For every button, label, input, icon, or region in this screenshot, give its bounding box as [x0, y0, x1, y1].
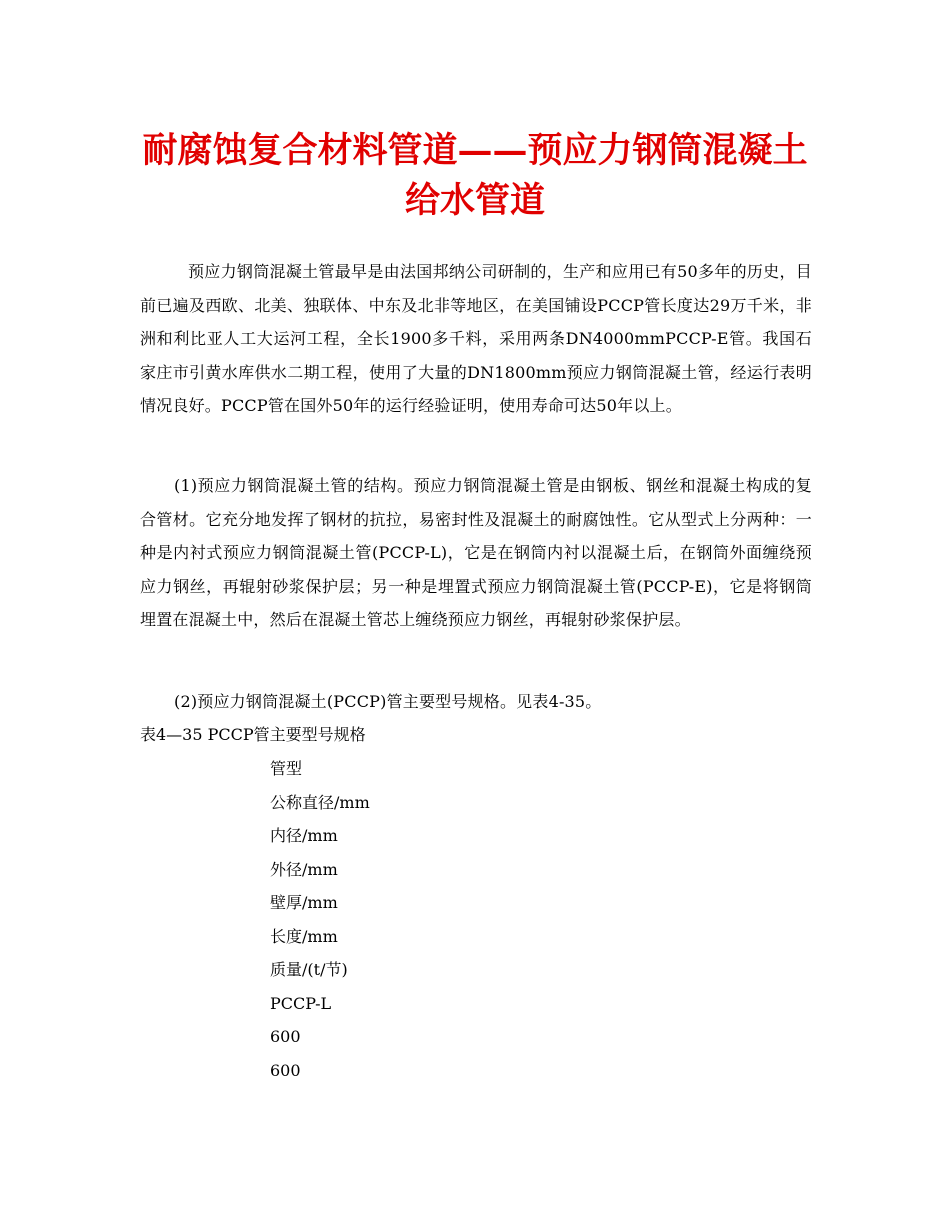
table-item: PCCP-L: [270, 993, 332, 1013]
title-line-1: 耐腐蚀复合材料管道——预应力钢筒混凝土: [142, 130, 808, 171]
title-line-2: 给水管道: [404, 180, 545, 221]
paragraph-structure: (1)预应力钢筒混凝土管的结构。预应力钢筒混凝土管是由钢板、钢丝和混凝土构成的复合管材。它充分地发挥了钢材的抗拉，易密封性及混凝土的耐腐蚀性。它从型式上分两种：一种是内衬式预应力钢筒混凝土管(PCCP-L)，它是在钢筒内衬以混凝土后，在钢筒外面缠绕预应力钢丝，再辊射砂浆保护层；另一种是埋置式预应力钢筒混凝土管(PCCP-E)，它是将钢筒埋置在混凝土中，然后在混凝土管芯上缠绕预应力钢丝，再辊射砂浆保护层。: [140, 476, 812, 629]
paragraph-intro: 预应力钢筒混凝土管最早是由法国邦纳公司研制的，生产和应用已有50多年的历史，目前已遍及西欧、北美、独联体、中东及北非等地区，在美国铺设PCCP管长度达29万千米，非洲和利比亚人工大运河工程，全长1900多千料，采用两条DN4000mmPCCP-E管。我国石家庄市引黄水库供水二期工程，使用了大量的DN1800mm预应力钢筒混凝土管，经运行表明情况良好。PCCP管在国外50年的运行经验证明，使用寿命可达50年以上。: [140, 262, 812, 415]
table-caption: 表4—35 PCCP管主要型号规格: [140, 725, 366, 744]
table-items-list: [270, 752, 370, 1087]
table-item: 质量/(t/节): [270, 960, 348, 979]
table-item: 外径/mm: [270, 859, 338, 879]
document-title: [130, 126, 820, 226]
table-item: 600: [270, 1060, 301, 1080]
table-item: 公称直径/mm: [270, 792, 370, 812]
table-item: 长度/mm: [270, 926, 338, 946]
table-item: 壁厚/mm: [270, 893, 338, 912]
table-item: 内径/mm: [270, 826, 338, 845]
paragraph-specs: (2)预应力钢筒混凝土(PCCP)管主要型号规格。见表4-35。: [174, 692, 602, 711]
table-item: 管型: [270, 759, 303, 778]
table-item: 600: [270, 1027, 301, 1046]
